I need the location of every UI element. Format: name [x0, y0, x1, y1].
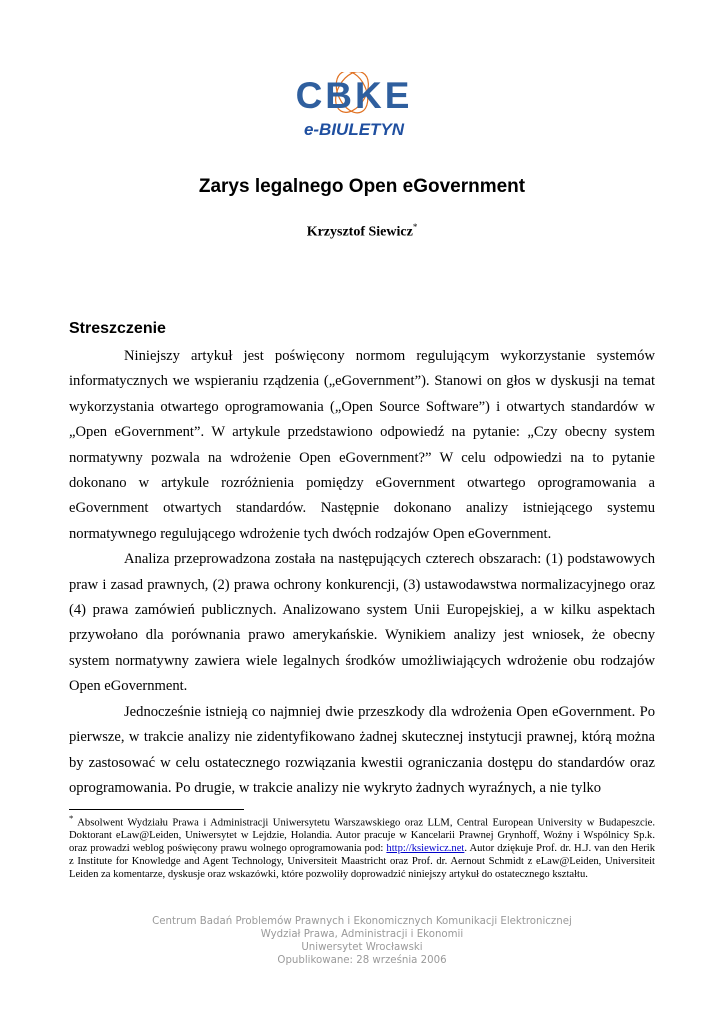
document-title: Zarys legalnego Open eGovernment: [198, 176, 526, 197]
author-name: Krzysztof Siewicz: [306, 224, 413, 240]
footer-line: Wydział Prawa, Administracji i Ekonomii: [260, 929, 464, 940]
footer-date: Opublikowane: 28 września 2006: [277, 955, 447, 966]
footer-line: Centrum Badań Problemów Prawnych i Ekonomicznych Komunikacji Elektronicznej: [152, 916, 572, 927]
section-heading: Streszczenie: [69, 320, 166, 337]
footer-line: Uniwersytet Wrocławski: [301, 942, 423, 953]
logo-letters: CBKE: [295, 75, 413, 116]
abstract-paragraph: Analiza przeprowadzona została na następujących czterech obszarach: (1) podstawowych praw i zasad prawnych, (2) prawa ochrony konkurencji, (3) ustawodawstwa normalizacyjnego oraz (4) prawa zamówień publicznych. Analizowano system Unii Europejskiej, a w kilku aspektach przywołano dla porównania prawo amerykańskie. Wynikiem analizy jest wniosek, że obecny system normatywny zawiera wiele legalnych środków umożliwiających wdrożenie obu rodzajów Open eGovernment.: [69, 551, 655, 695]
footnote-text-continued: . Autor dziękuje Prof. dr. H.J. van den Herik z Institute for Knowledge and Agent Technology, Universiteit Maastricht oraz Prof. dr. Aernout Schmidt z eLaw@Leiden, Universiteit Leiden za komentarze, dyskusje oraz wskazówki, które pozwoliły doprowadzić niniejszy artykuł do ostatecznego kształtu.: [69, 843, 655, 881]
author-footnote-mark: *: [412, 222, 418, 232]
cbke-logo: [290, 72, 418, 142]
cbke-logo-graphic: [290, 72, 418, 142]
abstract-paragraph: Jednocześnie istnieją co najmniej dwie przeszkody dla wdrożenia Open eGovernment. Po pierwsze, w trakcie analizy nie zidentyfikowano żadnej skutecznej instytucji prawnej, którą można by zastosować w celu ostatecznego rozwiązania kwestii ograniczania dostępu do standardów oraz oprogramowania. Po drugie, w trakcie analizy nie wykryto żadnych wyraźnych, a nie tylko: [69, 703, 655, 796]
footnote-text: Absolwent Wydziału Prawa i Administracji Uniwersytetu Warszawskiego oraz LLM, Central European University w Budapeszcie. Doktorant eLaw@Leiden, Uniwersytet w Lejdzie, Holandia. Autor pracuje w Kancelarii Prawnej Grynhoff, Woźny i Wspólnicy Sp.k. oraz prowadzi weblog poświęcony prawu wolnego oprogramowania pod:: [69, 817, 655, 855]
footnote-link[interactable]: http://ksiewicz.net: [386, 843, 465, 855]
abstract-body: [69, 344, 655, 801]
footnote-mark: *: [69, 813, 74, 823]
logo-subtitle: e-BIULETYN: [303, 120, 405, 139]
page-footer: [0, 915, 724, 967]
author-line: [0, 222, 724, 241]
abstract-paragraph: Niniejszy artykuł jest poświęcony normom regulującym wykorzystanie systemów informatycznych we wspieraniu rządzenia („eGovernment”). Stanowi on głos w dyskusji na temat wykorzystania otwartego oprogramowania („Open Source Software”) i otwartych standardów w „Open eGovernment”. W artykule przedstawiono odpowiedź na pytanie: „Czy obecny system normatywny pozwala na wdrożenie Open eGovernment?” W celu odpowiedzi na to pytanie dokonano w artykule rozróżnienia pomiędzy eGovernment otwartego oprogramowania a eGovernment otwartych standardów. Następnie dokonano analizy istniejącego systemu normatywnego regulującego wdrożenie tych dwóch rodzajów Open eGovernment.: [69, 348, 655, 542]
footnote: [69, 812, 655, 882]
footnote-divider: [69, 809, 244, 810]
